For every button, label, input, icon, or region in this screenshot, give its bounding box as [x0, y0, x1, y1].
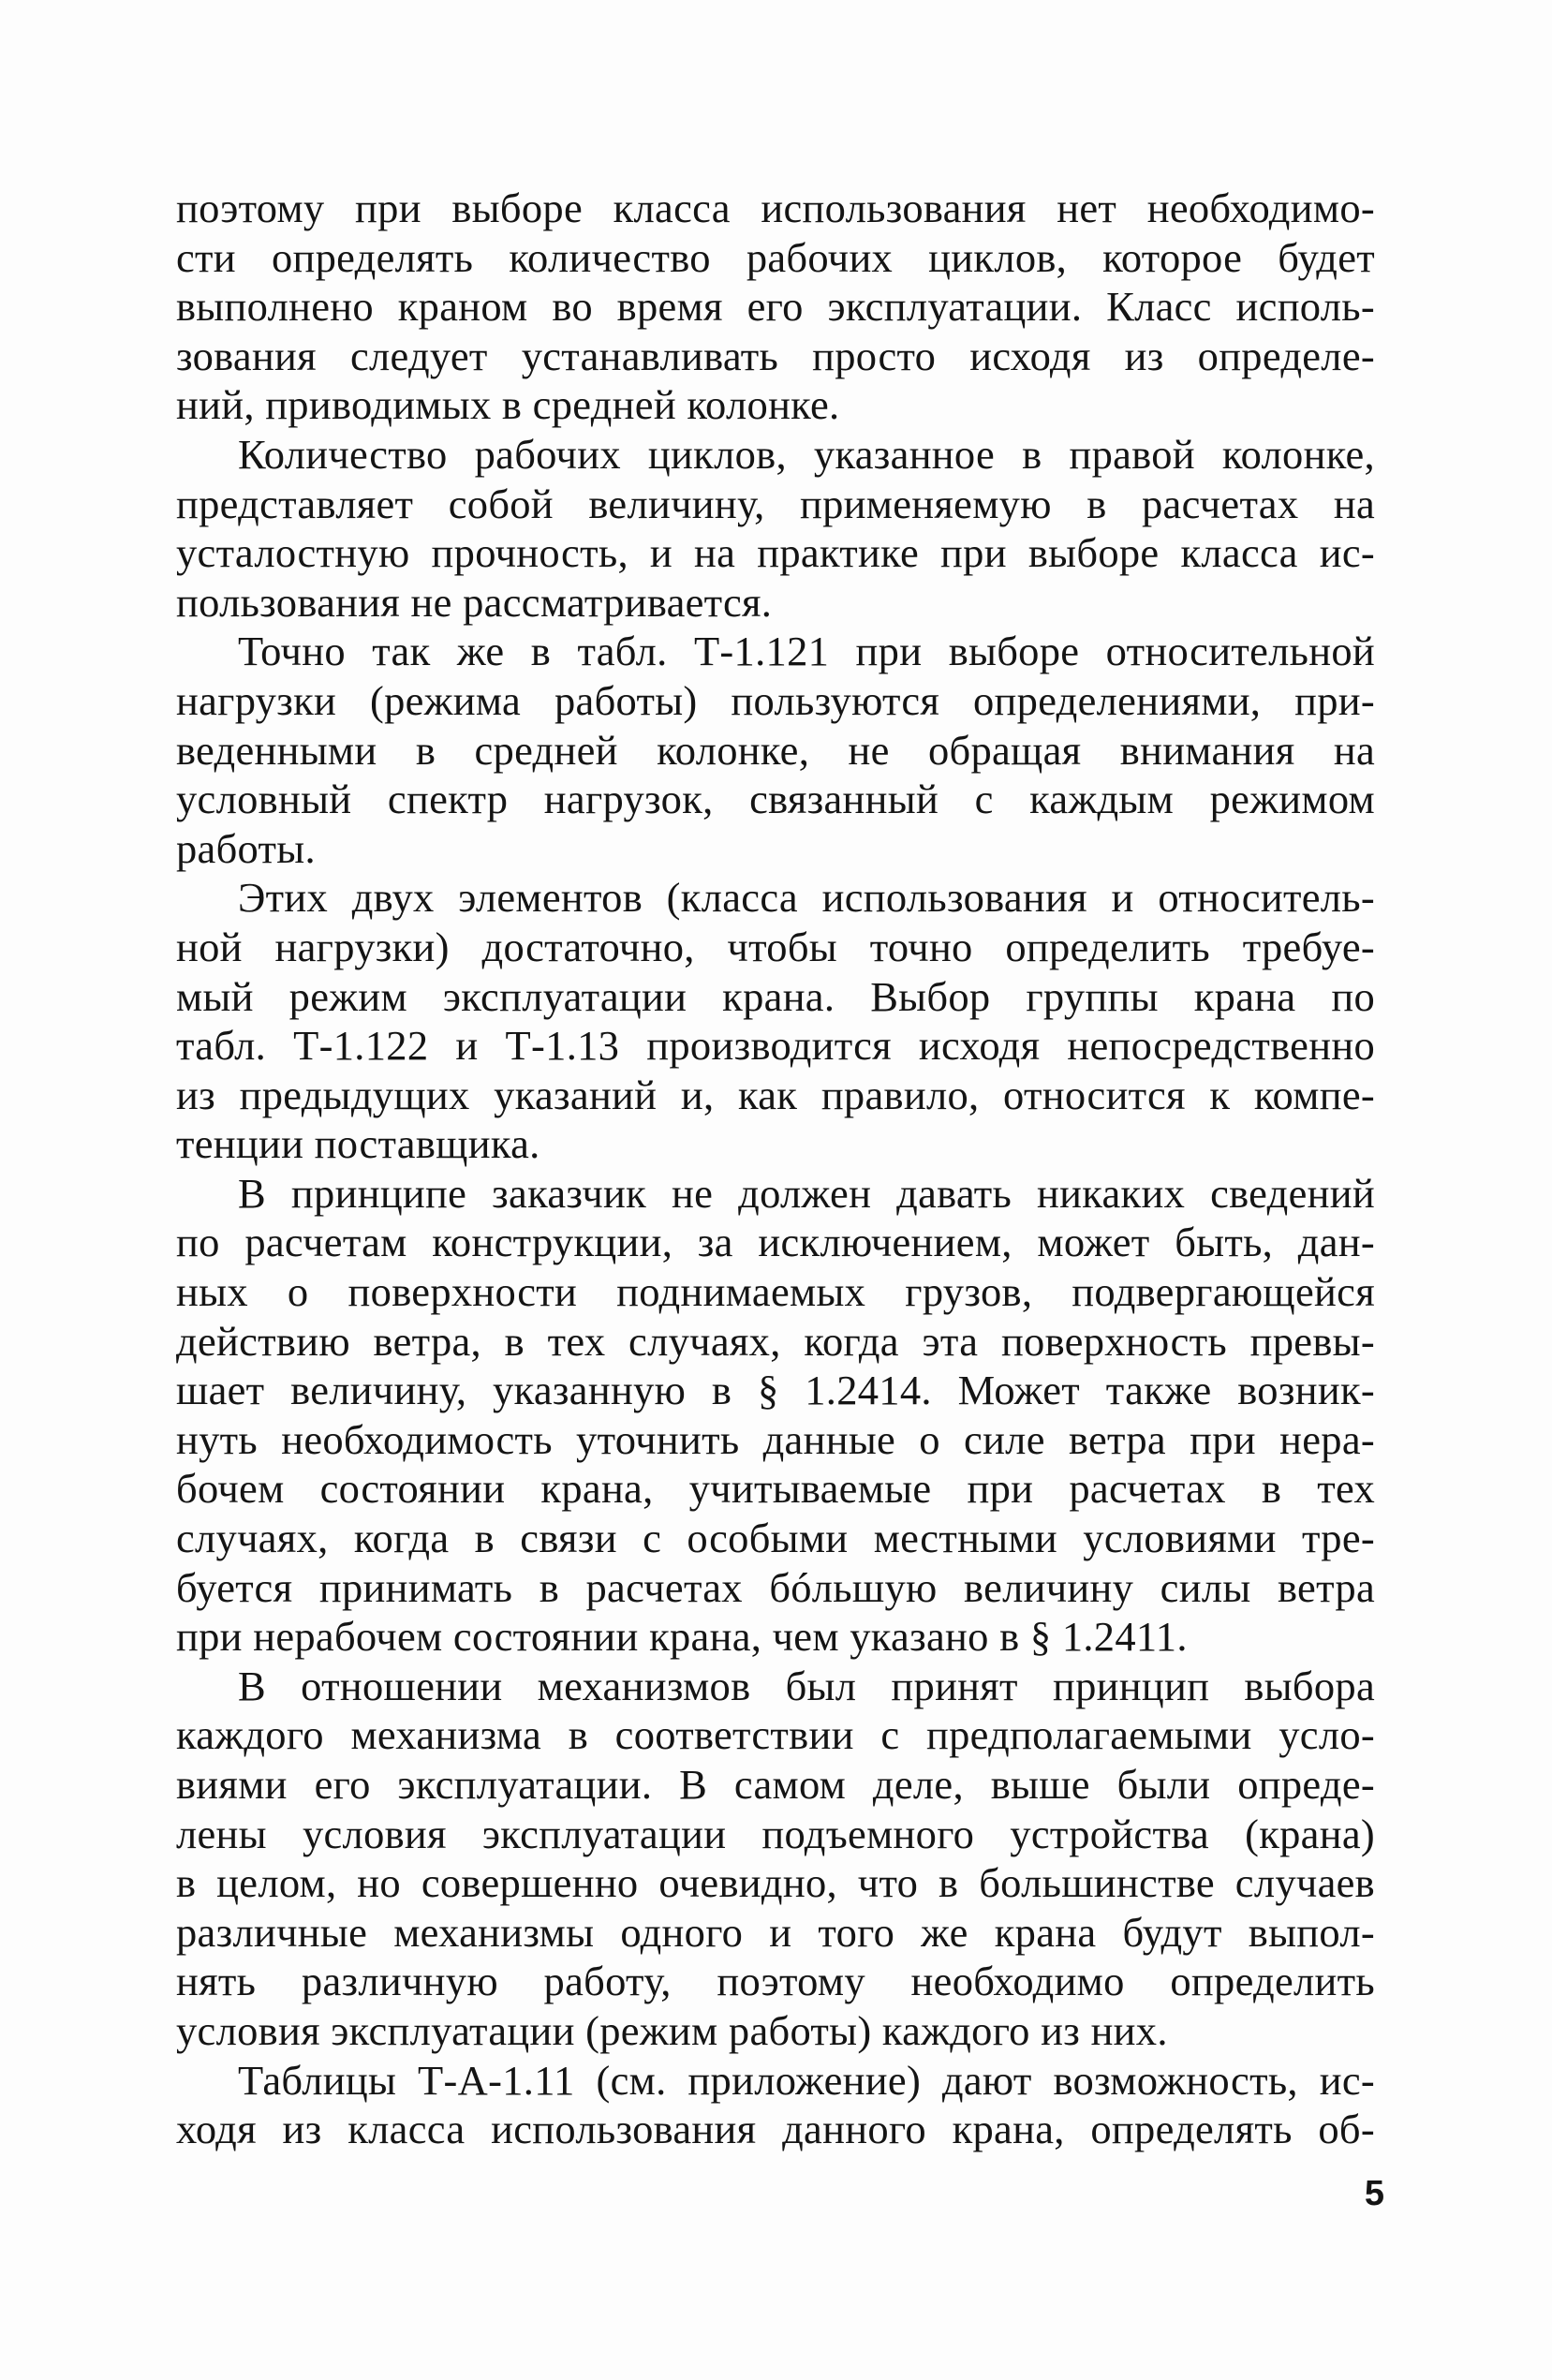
text-line: из предыдущих указаний и, как правило, относится к компе-: [176, 1071, 1375, 1118]
text-line: зования следует устанавливать просто исходя из определе-: [176, 332, 1375, 379]
text-line: случаях, когда в связи с особыми местными условиями тре-: [176, 1515, 1375, 1562]
text-line: Количество рабочих циклов, указанное в правой колонке,: [238, 430, 1375, 478]
text-line: мый режим эксплуатации крана. Выбор группы крана по: [176, 972, 1375, 1020]
text-line: тенции поставщика.: [176, 1120, 540, 1168]
text-line: нуть необходимость уточнить данные о силе ветра при нера-: [176, 1415, 1375, 1463]
text-line: пользования не рассматривается.: [176, 578, 773, 626]
text-line: условия эксплуатации (режим работы) каждого из них.: [176, 2006, 1168, 2054]
page-number: 5: [1364, 2174, 1384, 2213]
text-line: выполнено краном во время его эксплуатации. Класс исполь-: [176, 283, 1375, 331]
paragraph-2: [176, 430, 1375, 627]
body-text: [176, 184, 1375, 2154]
text-line: ных о поверхности поднимаемых грузов, подвергающейся: [176, 1268, 1375, 1316]
text-line: действию ветра, в тех случаях, когда эта поверхность превы-: [176, 1317, 1375, 1365]
paragraph-5: [176, 1169, 1375, 1662]
text-line: при нерабочем состоянии крана, чем указано в § 1.2411.: [176, 1613, 1188, 1661]
text-line: различные механизмы одного и того же крана будут выпол-: [176, 1908, 1375, 1956]
text-line: Таблицы Т-А-1.11 (см. приложение) дают возможность, ис-: [238, 2056, 1375, 2104]
text-line: виями его эксплуатации. В самом деле, выше были опреде-: [176, 1761, 1375, 1808]
paragraph-7: [176, 2056, 1375, 2154]
paragraph-1: [176, 184, 1375, 430]
text-line: Точно так же в табл. Т-1.121 при выборе относительной: [238, 628, 1375, 675]
text-line: сти определять количество рабочих циклов, которое будет: [176, 233, 1375, 281]
text-line: ходя из класса использования данного крана, определять об-: [176, 2106, 1375, 2153]
text-line: Этих двух элементов (класса использования и относитель-: [238, 874, 1375, 922]
paragraph-3: [176, 627, 1375, 873]
text-line: табл. Т-1.122 и Т-1.13 производится исходя непосредственно: [176, 1022, 1375, 1070]
text-line: представляет собой величину, применяемую в расчетах на: [176, 480, 1375, 527]
text-line: каждого механизма в соответствии с предполагаемыми усло-: [176, 1711, 1375, 1759]
text-line: буется принимать в расчетах бóльшую величину силы ветра: [176, 1563, 1375, 1611]
text-line: поэтому при выборе класса использования нет необходимо-: [176, 185, 1375, 231]
text-line: В принципе заказчик не должен давать никаких сведений: [238, 1169, 1375, 1217]
text-line: нагрузки (режима работы) пользуются определениями, при-: [176, 676, 1375, 724]
text-line: усталостную прочность, и на практике при выборе класса ис-: [176, 529, 1375, 577]
paragraph-6: [176, 1662, 1375, 2056]
text-line: работы.: [176, 824, 316, 872]
text-line: шает величину, указанную в § 1.2414. Может также возник-: [176, 1367, 1375, 1414]
text-line: лены условия эксплуатации подъемного устройства (крана): [176, 1810, 1375, 1857]
text-line: нять различную работу, поэтому необходимо определить: [176, 1958, 1375, 2005]
text-line: в целом, но совершенно очевидно, что в большинстве случаев: [176, 1859, 1375, 1907]
text-line: бочем состоянии крана, учитываемые при расчетах в тех: [176, 1465, 1375, 1513]
text-line: В отношении механизмов был принят принцип выбора: [238, 1662, 1375, 1709]
text-line: по расчетам конструкции, за исключением, может быть, дан-: [176, 1219, 1375, 1266]
text-line: ной нагрузки) достаточно, чтобы точно определить требуе-: [176, 923, 1375, 970]
text-line: ний, приводимых в средней колонке.: [176, 381, 840, 429]
paragraph-4: [176, 873, 1375, 1169]
text-line: веденными в средней колонке, не обращая внимания на: [176, 726, 1375, 774]
text-line: условный спектр нагрузок, связанный с каждым режимом: [176, 776, 1375, 823]
